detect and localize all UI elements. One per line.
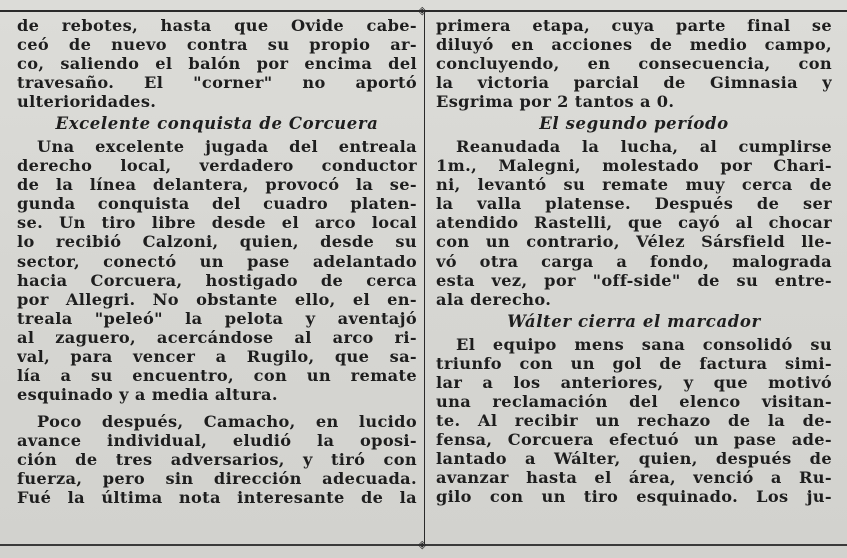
paragraph [17,412,417,507]
text-line: El equipo mens sana consolidó su [456,334,832,354]
paragraph [17,16,417,111]
text-line: la victoria parcial de Gimnasia y [436,73,832,93]
section-heading: Wálter cierra el marcador [507,311,761,331]
text-line: Esgrima por 2 tantos a 0. [436,92,675,112]
text-line: lar a los anteriores, y que motivó [436,372,832,392]
text-line: ción de tres adversarios, y tiró con [17,449,417,469]
text-line: se. Un tiro libre desde el arco local [17,213,417,233]
diamond-ornament-icon: ◈ [418,4,427,17]
text-line: Reanudada la lucha, al cumplirse [456,137,832,157]
text-line: avanzar hasta el área, venció a Ru- [436,467,832,487]
text-line: la valla platense. Después de ser [436,194,832,214]
column-divider [424,10,425,544]
paragraph [17,137,417,404]
text-line: gilo con un tiro esquinado. Los ju- [436,487,832,507]
text-line: una reclamación del elenco visitan- [436,391,832,411]
text-line: ni, levantó su remate muy cerca de [436,175,832,195]
text-line: travesaño. El "corner" no aportó [17,73,417,93]
text-line: 1m., Malegni, molestado por Chari- [436,156,832,176]
text-line: val, para vencer a Rugilo, que sa- [17,346,417,366]
text-line: hacia Corcuera, hostigado de cerca [17,270,417,290]
text-line: co, saliendo el balón por encima del [17,54,417,74]
text-line: ulterioridades. [17,92,157,112]
text-line: gunda conquista del cuadro platen- [17,194,417,214]
text-line: lía a su encuentro, con un remate [17,365,417,385]
section-heading: Excelente conquista de Corcuera [55,114,379,134]
text-line: lantado a Wálter, quien, después de [436,448,832,468]
text-line: primera etapa, cuya parte final se [436,16,832,35]
text-line: ceó de nuevo contra su propio ar- [17,35,417,55]
text-line: esquinado y a media altura. [17,384,278,404]
text-line: te. Al recibir un rechazo de la de- [436,410,832,430]
text-line: esta vez, por "off-side" de su entre- [436,270,832,290]
text-line: triunfo con un gol de factura simi- [436,353,832,373]
text-line: al zaguero, acercándose al arco ri- [17,327,417,347]
text-line: concluyendo, en consecuencia, con [436,54,832,74]
paragraph [436,16,832,111]
text-line: Una excelente jugada del entreala [37,137,417,157]
text-line: de la línea delantera, provocó la se- [17,175,417,195]
text-line: ala derecho. [436,289,552,309]
text-line: fensa, Corcuera efectuó un pase ade- [436,429,832,449]
text-line: avance individual, eludió la oposi- [17,430,417,450]
text-line: derecho local, verdadero conductor [17,156,417,176]
text-line: con un contrario, Vélez Sársfield lle- [436,232,832,252]
text-line: Poco después, Camacho, en lucido [37,411,417,431]
paragraph [436,137,832,308]
text-line: por Allegri. No obstante ello, el en- [17,289,417,309]
text-line: de rebotes, hasta que Ovide cabe- [17,16,417,35]
text-line: Fué la última nota interesante de la [17,488,417,508]
section-heading: El segundo período [539,114,729,134]
text-line: sector, conectó un pase adelantado [17,251,417,271]
right-column [436,16,832,506]
text-line: treala "peleó" la pelota y aventajó [17,308,417,328]
text-line: lo recibió Calzoni, quien, desde su [17,232,417,252]
text-line: fuerza, pero sin dirección adecuada. [17,469,417,489]
text-line: diluyó en acciones de medio campo, [436,35,832,55]
text-line: atendido Rastelli, que cayó al chocar [436,213,832,233]
text-line: vó otra carga a fondo, malograda [436,251,832,271]
left-column [17,16,417,507]
paragraph [436,335,832,506]
diamond-ornament-icon: ◈ [418,538,427,551]
